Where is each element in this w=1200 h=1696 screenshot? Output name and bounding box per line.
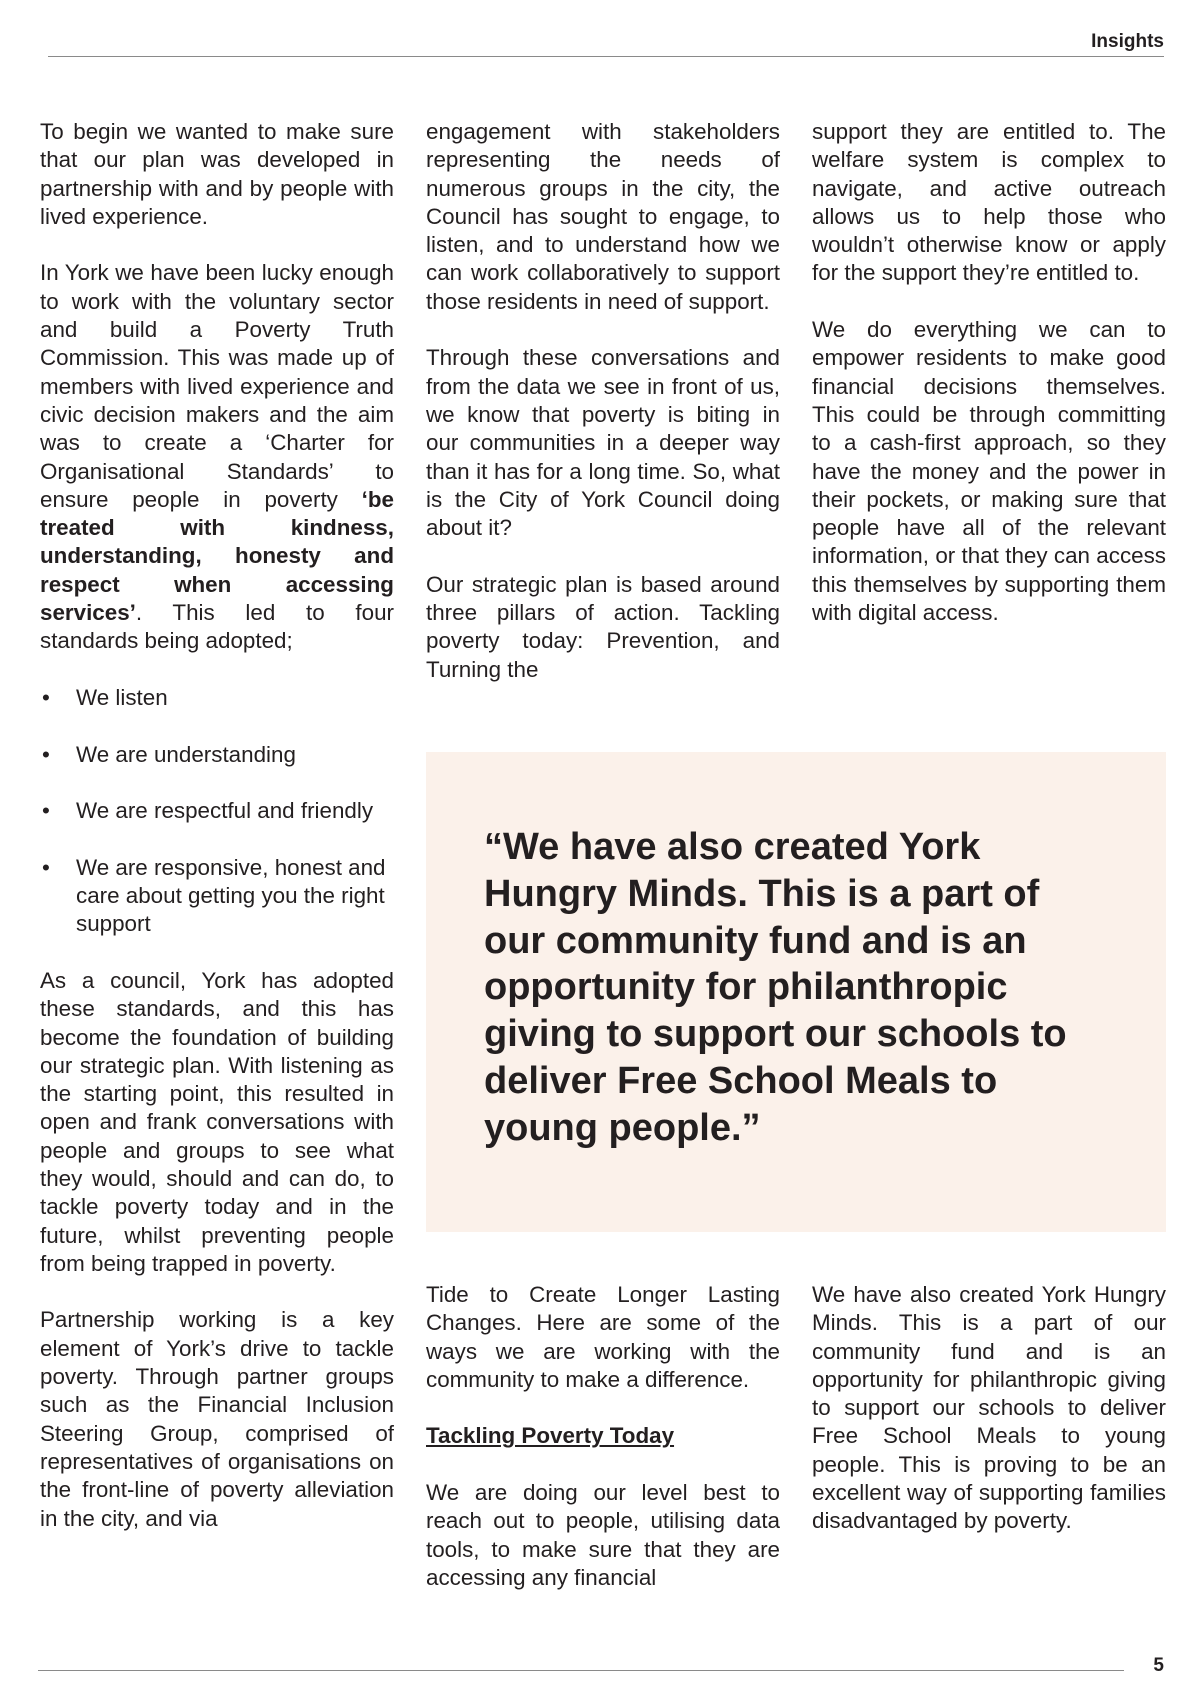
bullet-icon: • — [42, 854, 50, 880]
paragraph: Our strategic plan is based around three pillars of action. Tackling poverty today: Prevention, and Turning the — [426, 571, 780, 682]
footer-divider — [38, 1670, 1124, 1671]
paragraph: We do everything we can to empower residents to make good financial decisions themselves. This could be through committing to a cash-first approach, so they have the money and the power in their pockets, or making sure that people have all of the relevant information, or that they can access this themselves by supporting them with digital access. — [812, 317, 1166, 626]
list-item-text: We are responsive, honest and care about getting you the right support — [76, 854, 386, 937]
list-item — [40, 684, 394, 712]
column-3-top — [812, 118, 1166, 627]
paragraph: To begin we wanted to make sure that our plan was developed in partnership with and by people with lived experience. — [40, 119, 394, 229]
paragraph: Tide to Create Longer Lasting Changes. Here are some of the ways we are working with the community to make a difference. — [426, 1282, 780, 1392]
list-item — [40, 741, 394, 769]
paragraph-text: . This led to four standards being adopted; — [40, 600, 394, 654]
list-item — [40, 797, 394, 825]
column-2-top — [426, 118, 780, 684]
list-item-text: We are respectful and friendly — [76, 798, 374, 824]
pull-quote-text: “We have also created York Hungry Minds. This is a part of our community fund and is an opportunity for philanthropic giving to support our schools to deliver Free School Meals to young people.” — [484, 826, 1067, 1149]
pull-quote-box — [426, 752, 1166, 1232]
bullet-icon: • — [42, 741, 50, 767]
bullet-icon: • — [42, 684, 50, 710]
paragraph — [40, 259, 394, 655]
paragraph: support they are entitled to. The welfare system is complex to navigate, and active outreach allows us to help those who wouldn’t otherwise know or apply for the support they’re entitled to. — [812, 119, 1166, 286]
standards-list — [40, 684, 394, 939]
paragraph: We have also created York Hungry Minds. This is a part of our community fund and is an opportunity for philanthropic giving to support our schools to deliver Free School Meals to young people. This is proving to be an excellent way of supporting families disadvantaged by poverty. — [812, 1282, 1166, 1534]
paragraph-text: In York we have been lucky enough to work with the voluntary sector and build a Poverty Truth Commission. This was made up of members with lived experience and civic decision makers and the aim was to create a ‘Charter for Organisational Standards’ to ensure people in poverty — [40, 260, 394, 512]
list-item — [40, 854, 394, 939]
paragraph: As a council, York has adopted these standards, and this has become the foundation of building our strategic plan. With listening as the starting point, this resulted in open and frank conversations with people and groups to see what they would, should and can do, to tackle poverty today and in the future, whilst preventing people from being trapped in poverty. — [40, 967, 394, 1276]
column-3-bottom — [812, 1281, 1166, 1536]
header-section-label: Insights — [1091, 31, 1164, 52]
paragraph: engagement with stakeholders representing the needs of numerous groups in the city, the Council has sought to engage, to listen, and to understand how we can work collaboratively to support those residents in need of support. — [426, 119, 780, 314]
page-number: 5 — [1153, 1655, 1164, 1676]
section-heading: Tackling Poverty Today — [426, 1423, 675, 1449]
paragraph: Through these conversations and from the data we see in front of us, we know that poverty is biting in our communities in a deeper way than it has for a long time. So, what is the City of York Council doing about it? — [426, 345, 780, 541]
paragraph: We are doing our level best to reach out to people, utilising data tools, to make sure that they are accessing any financial — [426, 1480, 780, 1590]
column-2-bottom — [426, 1281, 780, 1592]
paragraph: Partnership working is a key element of York’s drive to tackle poverty. Through partner groups such as the Financial Inclusion Steering Group, comprised of representatives of organisations on the front-line of poverty alleviation in the city, and via — [40, 1307, 394, 1531]
list-item-text: We listen — [76, 684, 168, 710]
header-divider — [48, 56, 1164, 57]
list-item-text: We are understanding — [76, 741, 296, 767]
bullet-icon: • — [42, 798, 50, 824]
column-1 — [40, 118, 394, 1533]
bold-quote-text: ‘be treated with kindness, understanding, honesty and respect when accessing services’ — [40, 486, 394, 626]
